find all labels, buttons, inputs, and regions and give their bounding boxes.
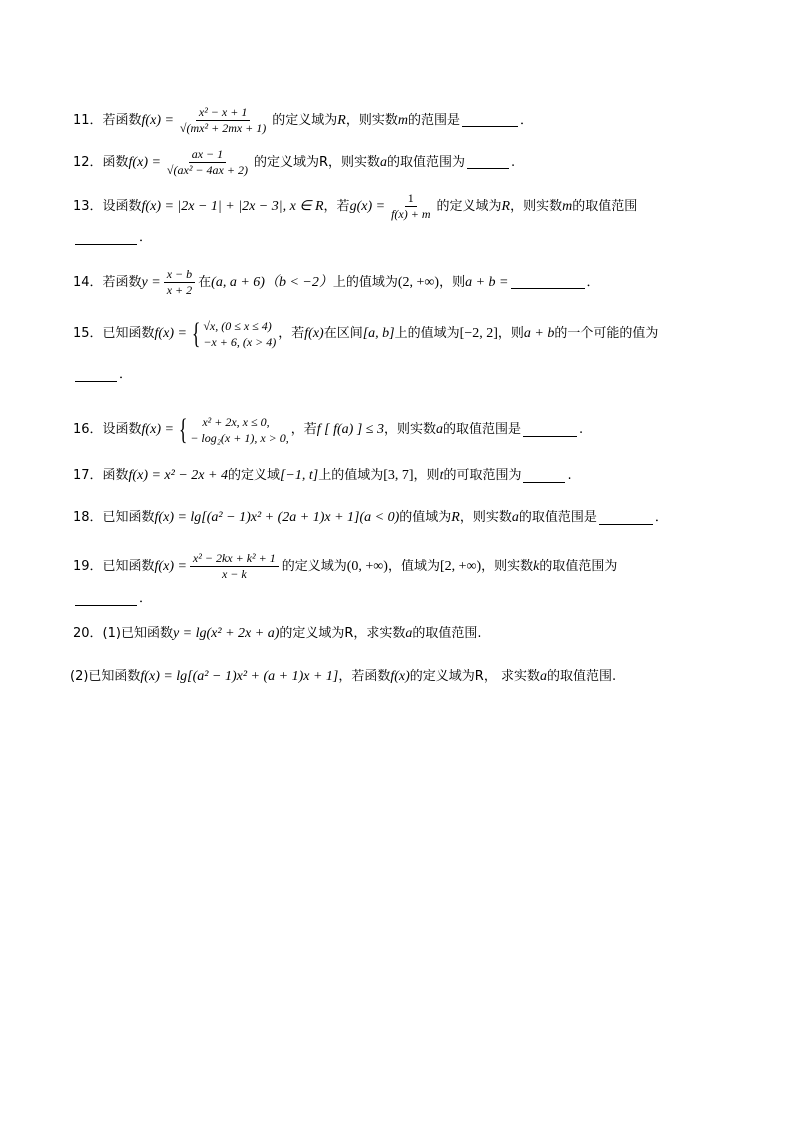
q13-dot: ． bbox=[139, 230, 153, 245]
q16-lead: 16．设函数 bbox=[73, 422, 142, 437]
q20a-mid: 的定义域为R，求实数 bbox=[279, 626, 406, 641]
q15-mid: ，若 bbox=[278, 326, 305, 341]
q16-piecewise bbox=[176, 414, 289, 446]
q16-a: a bbox=[436, 422, 443, 437]
q12-dot: . bbox=[511, 154, 516, 170]
question-15 bbox=[73, 318, 734, 350]
q13-fraction bbox=[388, 192, 433, 221]
q14-dot: ． bbox=[586, 274, 600, 290]
question-16 bbox=[73, 414, 734, 446]
q13-end: 的取值范围 bbox=[572, 198, 638, 214]
q14-range: (2, +∞) bbox=[397, 274, 440, 290]
q20b-end: 的取值范围. bbox=[546, 669, 617, 684]
q19-numerator: x² − 2kx + k² + 1 bbox=[190, 552, 279, 567]
q15-piecewise bbox=[189, 318, 276, 350]
left-brace-icon: { bbox=[191, 317, 201, 350]
q13-denominator: f(x) + m bbox=[391, 207, 431, 221]
q14-expr: a + b = bbox=[465, 274, 509, 290]
q18-fx: f(x) = lg[(a² − 1)x² + (2a + 1)x + 1] bbox=[154, 510, 360, 525]
q14-numerator: x − b bbox=[164, 268, 195, 283]
q11-fraction bbox=[177, 106, 269, 135]
q11-lead: 11．若函数 bbox=[73, 112, 142, 128]
q15-mid2: 在区间 bbox=[323, 326, 363, 341]
q17-tail: ，则 bbox=[413, 468, 440, 483]
answer-blank[interactable] bbox=[511, 276, 585, 289]
question-20-part-1 bbox=[73, 625, 734, 643]
q13-mid2: 的定义域为 bbox=[436, 198, 502, 214]
q11-numerator: x² − x + 1 bbox=[196, 106, 250, 121]
question-13 bbox=[73, 192, 734, 221]
q18-tail: ，则实数 bbox=[459, 510, 512, 525]
answer-blank[interactable] bbox=[462, 114, 518, 127]
question-13-cont bbox=[73, 229, 734, 247]
q19-fx: f(x) = bbox=[154, 558, 187, 574]
q14-mid: 在 bbox=[198, 274, 212, 290]
q19-k: k bbox=[533, 558, 540, 574]
question-20-part-2 bbox=[70, 668, 734, 686]
q20b-a: a bbox=[539, 669, 547, 684]
q19-dot: ． bbox=[139, 591, 153, 606]
q16-mid: ，若 bbox=[290, 422, 317, 437]
q16-end: 的取值范围是 bbox=[443, 422, 522, 437]
q11-dot: ． bbox=[520, 112, 534, 128]
q16-dot: . bbox=[579, 422, 584, 437]
answer-blank[interactable] bbox=[523, 470, 565, 483]
q14-lead: 14．若函数 bbox=[73, 274, 142, 290]
q11-denominator: √(mx² + 2mx + 1) bbox=[179, 121, 267, 135]
q17-t: t bbox=[439, 468, 444, 483]
question-12 bbox=[73, 148, 734, 177]
q11-tail: ，则实数 bbox=[345, 112, 398, 128]
q15-dot: ． bbox=[119, 367, 133, 382]
q20b-fx: f(x) = lg[(a² − 1)x² + (a + 1)x + 1] bbox=[140, 669, 339, 684]
q12-a: a bbox=[380, 154, 387, 170]
q18-mid: 的值域为 bbox=[399, 510, 452, 525]
q13-tail: ，则实数 bbox=[510, 198, 563, 214]
q13-mid: ，若 bbox=[323, 198, 350, 214]
answer-blank[interactable] bbox=[75, 369, 117, 382]
q18-a: a bbox=[511, 510, 519, 525]
q16-case-2: − log₂(x + 1), x > 0, bbox=[190, 431, 289, 445]
answer-blank[interactable] bbox=[75, 232, 137, 245]
q20b-lead: (2)已知函数 bbox=[70, 669, 141, 684]
q18-dot: ． bbox=[654, 510, 668, 525]
answer-blank[interactable] bbox=[75, 593, 137, 606]
q20a-fx: y = lg(x² + 2x + a) bbox=[172, 626, 280, 641]
q14-interval: (a, a + 6) bbox=[211, 274, 265, 290]
q19-mid2: ，值域为 bbox=[387, 558, 440, 574]
q19-dom: (0, +∞) bbox=[346, 558, 388, 574]
q14-mid2: 上的值域为 bbox=[332, 274, 398, 290]
q12-lead: 12．函数 bbox=[73, 154, 129, 170]
q17-dot: . bbox=[567, 468, 572, 483]
q13-lead: 13．设函数 bbox=[73, 198, 142, 214]
q17-fx: f(x) = x² − 2x + 4 bbox=[128, 468, 228, 483]
question-14 bbox=[73, 268, 734, 297]
q17-lead: 17．函数 bbox=[73, 468, 129, 483]
q15-case-1: √x, (0 ≤ x ≤ 4) bbox=[203, 319, 272, 333]
q15-fx: f(x) = bbox=[154, 326, 187, 341]
q20a-end: 的取值范围. bbox=[412, 626, 482, 641]
q11-fx: f(x) = bbox=[141, 112, 174, 128]
q20b-mid2: 的定义域为R， 求实数 bbox=[409, 669, 540, 684]
q13-fx: f(x) = |2x − 1| + |2x − 3|, x ∈ R bbox=[141, 198, 324, 214]
q13-R: R bbox=[501, 198, 511, 214]
left-brace-icon: { bbox=[178, 413, 188, 446]
q12-numerator: ax − 1 bbox=[189, 148, 226, 163]
q13-numerator: 1 bbox=[405, 192, 417, 207]
q18-end: 的取值范围是 bbox=[518, 510, 597, 525]
q15-range: [−2, 2] bbox=[459, 326, 498, 341]
q19-denominator: x − k bbox=[221, 567, 247, 581]
q16-fx: f(x) = bbox=[141, 422, 174, 437]
q12-fx: f(x) = bbox=[128, 154, 161, 170]
q19-tail: ，则实数 bbox=[481, 558, 534, 574]
q19-mid: 的定义域为 bbox=[281, 558, 347, 574]
q13-m: m bbox=[562, 198, 573, 214]
q12-end: 的取值范围为 bbox=[387, 154, 466, 170]
q18-R: R bbox=[451, 510, 460, 525]
q12-mid: 的定义域为R，则实数 bbox=[253, 154, 380, 170]
q20a-a: a bbox=[405, 626, 413, 641]
q15-case-2: −x + 6, (x > 4) bbox=[203, 335, 277, 349]
q18-lead: 18．已知函数 bbox=[73, 510, 155, 525]
q15-lead: 15．已知函数 bbox=[73, 326, 155, 341]
q19-fraction bbox=[190, 552, 279, 581]
q15-expr: a + b bbox=[523, 326, 555, 341]
q14-tail: ，则 bbox=[439, 274, 466, 290]
q19-end: 的取值范围为 bbox=[539, 558, 618, 574]
answer-blank[interactable] bbox=[467, 156, 509, 169]
q18-cond: (a < 0) bbox=[359, 510, 400, 525]
q16-cond: f [ f(a) ] ≤ 3 bbox=[316, 422, 384, 437]
q15-tail: ，则 bbox=[497, 326, 524, 341]
q11-end: 的范围是 bbox=[408, 112, 461, 128]
q16-case-1: x² + 2x, x ≤ 0, bbox=[202, 415, 270, 429]
q14-fraction bbox=[164, 268, 195, 297]
q17-mid2: 上的值域为 bbox=[318, 468, 384, 483]
q19-lead: 19．已知函数 bbox=[73, 558, 155, 574]
q11-mid: 的定义域为 bbox=[272, 112, 338, 128]
answer-blank[interactable] bbox=[599, 512, 653, 525]
q17-mid: 的定义域 bbox=[227, 468, 280, 483]
q20b-mid: ，若函数 bbox=[338, 669, 391, 684]
q16-tail: ，则实数 bbox=[383, 422, 436, 437]
q15-f2: f(x) bbox=[304, 326, 324, 341]
question-18 bbox=[73, 509, 734, 527]
question-15-cont bbox=[73, 366, 734, 384]
answer-blank[interactable] bbox=[523, 424, 577, 437]
question-11 bbox=[73, 106, 734, 135]
q13-g: g(x) = bbox=[349, 198, 386, 214]
q11-R: R bbox=[337, 112, 346, 128]
q14-y: y = bbox=[141, 274, 161, 290]
q15-mid3: 上的值域为 bbox=[394, 326, 460, 341]
q12-fraction bbox=[164, 148, 251, 177]
q12-denominator: √(ax² − 4ax + 2) bbox=[166, 163, 248, 177]
q19-range: [2, +∞) bbox=[439, 558, 482, 574]
q20b-f2: f(x) bbox=[390, 669, 410, 684]
q17-end: 的可取范围为 bbox=[443, 468, 522, 483]
q11-m: m bbox=[397, 112, 408, 128]
q20a-lead: 20．(1)已知函数 bbox=[73, 626, 173, 641]
question-19 bbox=[73, 552, 734, 581]
question-17 bbox=[73, 467, 734, 485]
q17-dom: [−1, t] bbox=[279, 468, 319, 483]
question-19-cont bbox=[73, 590, 734, 608]
q14-denominator: x + 2 bbox=[166, 283, 193, 297]
q15-interval: [a, b] bbox=[362, 326, 395, 341]
q15-end: 的一个可能的值为 bbox=[554, 326, 659, 341]
q14-cond: （b < −2） bbox=[264, 274, 333, 290]
q17-range: [3, 7] bbox=[383, 468, 414, 483]
